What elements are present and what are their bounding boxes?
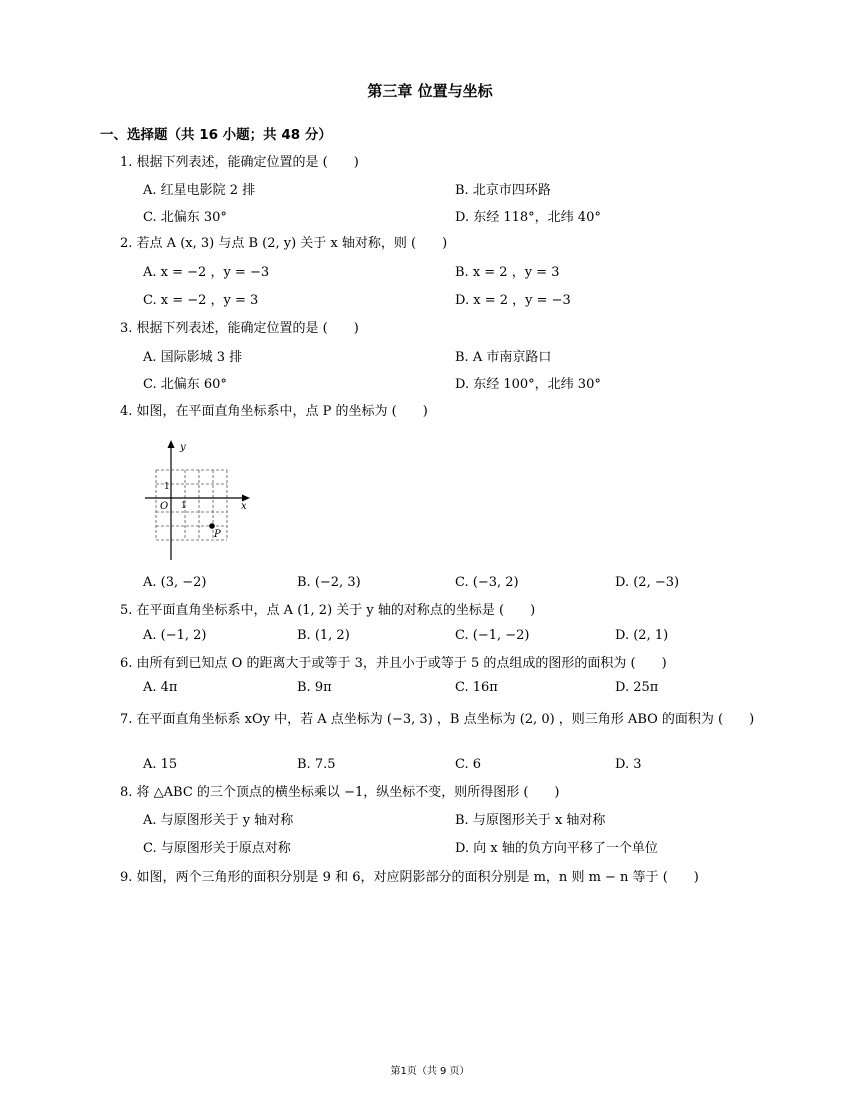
q6-option-b: B. 9π	[297, 680, 332, 695]
y-tick-label: 1	[164, 482, 170, 492]
q2-option-c: C. x = −2 ，y = 3	[143, 293, 259, 308]
q8-option-d: D. 向 x 轴的负方向平移了一个单位	[455, 841, 658, 856]
point-p-label: P	[214, 529, 221, 540]
y-axis-label: y	[180, 442, 186, 453]
origin-label: O	[160, 501, 169, 512]
q8-option-b: B. 与原图形关于 x 轴对称	[455, 813, 606, 828]
x-tick-label: 1	[181, 501, 187, 511]
question-5-stem: 5. 在平面直角坐标系中，点 A (1, 2) 关于 y 轴的对称点的坐标是 ( )	[120, 603, 536, 618]
page-footer: 第1页（共 9 页）	[390, 1066, 470, 1077]
q3-option-a: A. 国际影城 3 排	[143, 350, 243, 365]
q4-option-c: C. (−3, 2)	[455, 575, 519, 590]
q4-option-d: D. (2, −3)	[615, 575, 680, 590]
q4-option-b: B. (−2, 3)	[297, 575, 361, 590]
section-heading: 一、选择题（共 16 小题；共 48 分）	[100, 127, 332, 143]
q8-option-c: C. 与原图形关于原点对称	[143, 841, 291, 856]
q7-option-a: A. 15	[143, 757, 178, 772]
question-3-stem: 3. 根据下列表述，能确定位置的是 ( )	[120, 321, 359, 336]
q1-option-b: B. 北京市四环路	[455, 183, 551, 198]
q8-option-a: A. 与原图形关于 y 轴对称	[143, 813, 294, 828]
page-title: 第三章 位置与坐标	[367, 82, 493, 100]
question-2-stem: 2. 若点 A (x, 3) 与点 B (2, y) 关于 x 轴对称，则 ( )	[120, 236, 448, 251]
q3-option-b: B. A 市南京路口	[455, 350, 552, 365]
question-4-stem: 4. 如图，在平面直角坐标系中，点 P 的坐标为 ( )	[120, 404, 428, 419]
q7-option-c: C. 6	[455, 757, 482, 772]
question-9-stem: 9. 如图，两个三角形的面积分别是 9 和 6，对应阴影部分的面积分别是 m，n 则 m − n 等于 ( )	[120, 870, 699, 885]
q1-option-c: C. 北偏东 30°	[143, 210, 227, 225]
q6-option-c: C. 16π	[455, 680, 498, 695]
q3-option-c: C. 北偏东 60°	[143, 377, 227, 392]
q6-option-a: A. 4π	[143, 680, 178, 695]
q2-option-d: D. x = 2 ，y = −3	[455, 293, 571, 308]
q1-option-a: A. 红星电影院 2 排	[143, 183, 256, 198]
q7-option-b: B. 7.5	[297, 757, 336, 772]
q2-option-a: A. x = −2 ，y = −3	[143, 265, 270, 280]
q5-option-b: B. (1, 2)	[297, 628, 350, 643]
q5-option-c: C. (−1, −2)	[455, 628, 530, 643]
question-1-stem: 1. 根据下列表述，能确定位置的是 ( )	[120, 155, 359, 170]
q3-option-d: D. 东经 100°，北纬 30°	[455, 377, 601, 392]
q7-option-d: D. 3	[615, 757, 642, 772]
q5-option-d: D. (2, 1)	[615, 628, 669, 643]
q1-option-d: D. 东经 118°，北纬 40°	[455, 210, 601, 225]
question-8-stem: 8. 将 △ABC 的三个顶点的横坐标乘以 −1，纵坐标不变，则所得图形 ( )	[120, 785, 560, 800]
coordinate-grid-figure	[140, 438, 260, 563]
x-axis-label: x	[241, 501, 247, 512]
question-7-stem: 7. 在平面直角坐标系 xOy 中，若 A 点坐标为 (−3, 3) ，B 点坐标为 (2, 0) ，则三角形 ABO 的面积为 ( )	[120, 712, 755, 727]
q6-option-d: D. 25π	[615, 680, 659, 695]
question-6-stem: 6. 由所有到已知点 O 的距离大于或等于 3，并且小于或等于 5 的点组成的图形的面积为 ( )	[120, 656, 667, 671]
q4-option-a: A. (3, −2)	[143, 575, 207, 590]
point-p-marker	[209, 523, 215, 529]
q5-option-a: A. (−1, 2)	[143, 628, 207, 643]
q2-option-b: B. x = 2 ，y = 3	[455, 265, 560, 280]
